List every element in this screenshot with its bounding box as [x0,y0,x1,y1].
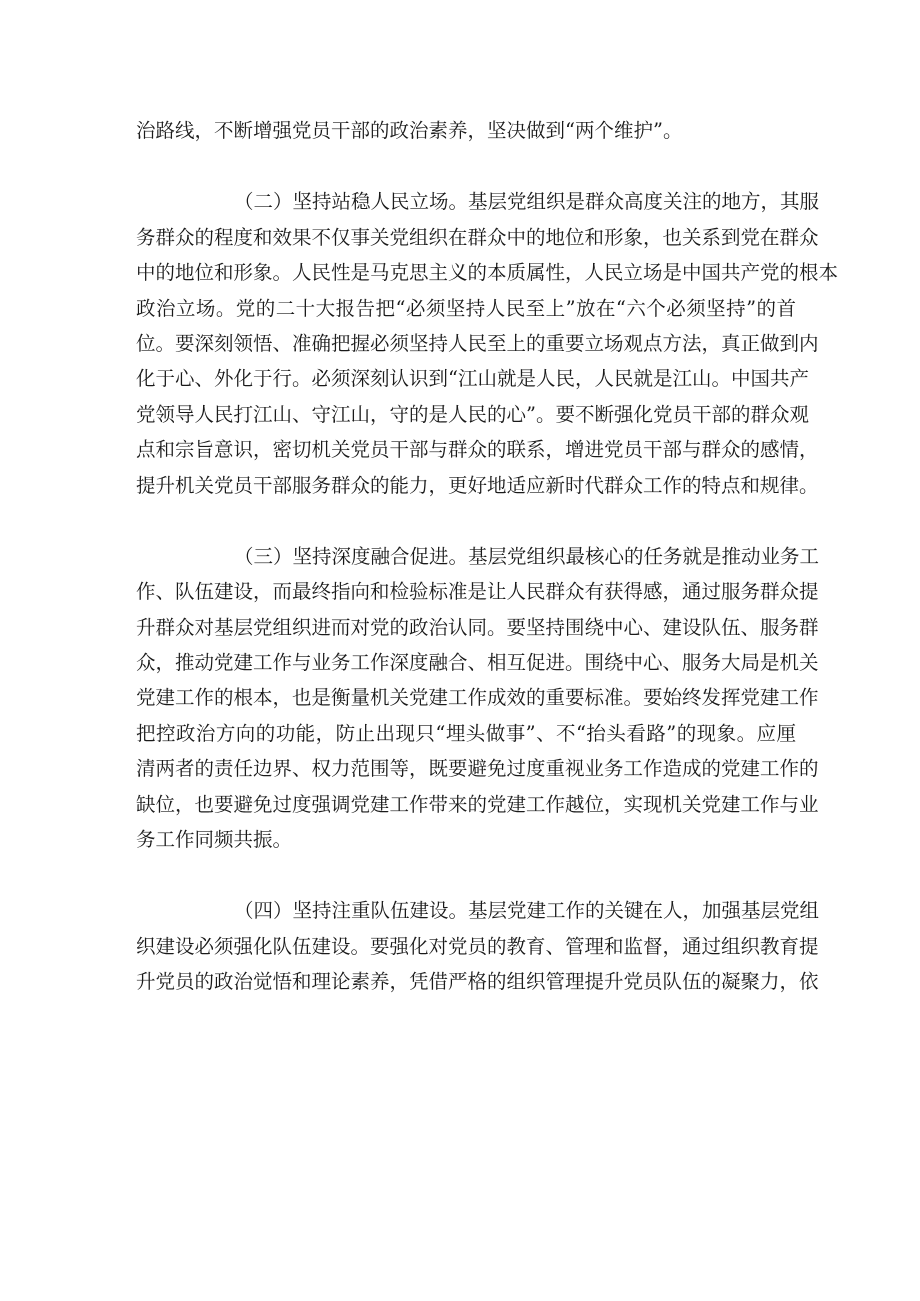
text-line: 化于心、外化于行。必须深刻认识到“江山就是人民，人民就是江山。中国共产 [136,367,809,391]
document-body [136,113,839,1000]
paragraph-gap [136,148,796,184]
section-heading-line: （四）坚持注重队伍建设。基层党建工作的关键在人，加强基层党组 [234,899,820,923]
section-heading-line: （二）坚持站稳人民立场。基层党组织是群众高度关注的地方，其服 [234,190,820,214]
text-line: 升群众对基层党组织进而对党的政治认同。要坚持围绕中心、建设队伍、服务群 [136,615,819,639]
paragraph-gap [136,503,796,539]
paragraph-fragment [136,113,796,148]
text-line: 点和宗旨意识，密切机关党员干部与群众的联系，增进党员干部与群众的感情， [136,438,819,462]
text-line: 务群众的程度和效果不仅事关党组织在群众中的地位和形象，也关系到党在群众 [136,225,819,249]
text-line: 织建设必须强化队伍建设。要强化对党员的教育、管理和监督，通过组织教育提 [136,934,819,958]
text-line: 作、队伍建设，而最终指向和检验标准是让人民群众有获得感，通过服务群众提 [136,580,819,604]
paragraph-section-3 [136,539,820,858]
text-line: 清两者的责任边界、权力范围等，既要避免过度重视业务工作造成的党建工作的 [136,757,819,781]
text-line: 政治立场。党的二十大报告把“必须坚持人民至上”放在“六个必须坚持”的首 [136,296,796,320]
text-line: 提升机关党员干部服务群众的能力，更好地适应新时代群众工作的特点和规律。 [136,473,819,497]
section-heading-line: （三）坚持深度融合促进。基层党组织最核心的任务就是推动业务工 [234,544,820,568]
text-line: 党建工作的根本，也是衡量机关党建工作成效的重要标准。要始终发挥党建工作 [136,686,819,710]
paragraph-section-2 [136,184,839,503]
text-line: 中的地位和形象。人民性是马克思主义的本质属性，人民立场是中国共产党的根本 [136,261,839,285]
text-line: 治路线，不断增强党员干部的政治素养，坚决做到“两个维护”。 [136,119,683,142]
paragraph-gap [136,857,796,893]
text-line: 升党员的政治觉悟和理论素养，凭借严格的组织管理提升党员队伍的凝聚力，依 [136,970,819,994]
text-line: 务工作同频共振。 [136,828,293,852]
paragraph-section-4 [136,893,820,999]
text-line: 众，推动党建工作与业务工作深度融合、相互促进。围绕中心、服务大局是机关 [136,651,819,675]
text-line: 位。要深刻领悟、准确把握必须坚持人民至上的重要立场观点方法，真正做到内 [136,331,819,355]
text-line: 缺位，也要避免过度强调党建工作带来的党建工作越位，实现机关党建工作与业 [136,792,819,816]
text-line: 把控政治方向的功能，防止出现只“埋头做事”、不“抬头看路”的现象。应厘 [136,721,796,745]
text-line: 党领导人民打江山、守江山，守的是人民的心”。要不断强化党员干部的群众观 [136,402,809,426]
